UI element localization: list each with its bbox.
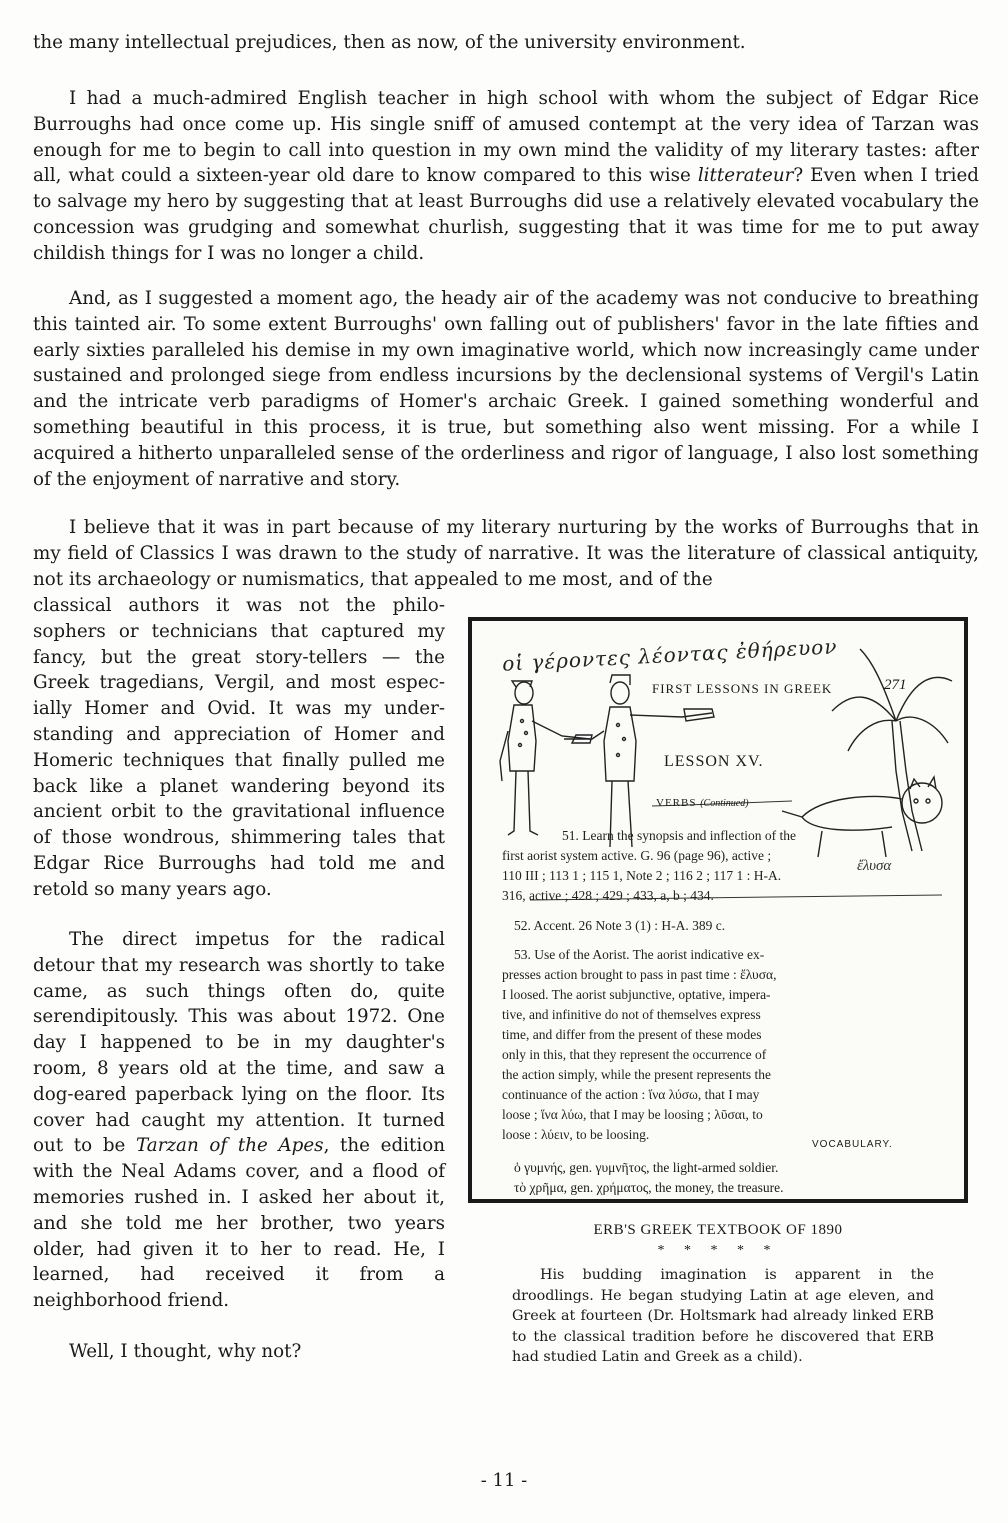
paragraph-text: Well, I thought, why not?	[69, 1341, 302, 1362]
verbs-continued: (Continued)	[700, 798, 749, 809]
text-line: loose : λύειν, to be loosing.	[502, 1127, 650, 1142]
section-52	[502, 916, 934, 936]
text-line: presses action brought to pass in past time : ἔλυσα,	[502, 967, 777, 982]
paragraph-text: classical authors it was not the philosophers or technicians that captured my fancy, but the great story-tellers — the Greek tragedians, Vergil, and most especially Homer and Ovid. It was my understanding and appreciation of Homer and Homeric techniques that finally pulled me back like a planet wandering beyond its ancient orbit to the gravitational influence of those wondrous, shimmering tales that Edgar Rice Burroughs had told me and retold so many years ago.	[33, 595, 445, 900]
paragraph-english-teacher	[33, 86, 979, 267]
paragraph-text: ? Even when I tried to salvage my hero by suggesting that at least Burroughs did use a relatively elevated vocabulary the concession was grudging and somewhat churlish, suggesting that it was time for me to put away childish things for I was no longer a child.	[33, 165, 979, 264]
page-number: - 11 -	[480, 1470, 528, 1491]
textbook-header: FIRST LESSONS IN GREEK	[652, 681, 833, 696]
paragraph-impetus	[33, 927, 445, 1314]
text-line: continuance of the action : ἵνα λύσω, that I may	[502, 1087, 760, 1102]
section-53	[502, 945, 934, 1145]
handwritten-greek: οἱ γέροντες λέοντας ἐθήρευον	[501, 634, 838, 676]
text-line: 52. Accent. 26 Note 3 (1) : H-A. 389 c.	[514, 918, 726, 933]
textbook-page-number: 271	[884, 677, 907, 693]
text-line: tive, and infinitive do not of themselves express	[502, 1007, 761, 1022]
paragraph-text: I had a much-admired English teacher in high school with whom the subject of Edgar Rice Burroughs had once come up. His single sniff of amused contempt at the very idea of Tarzan was enough for me to begin to call into question in my own mind the validity of my literary tastes: after all, what could a sixteen-year old dare to know compared to this wise	[33, 88, 979, 187]
paragraph-continuation	[33, 30, 979, 56]
textbook-figure	[468, 617, 968, 1203]
paragraph-text: , the edition with the Neal Adams cover, and a flood of memories rushed in. I asked her about it, and she told me her brother, two years older, had given it to her to read. He, I learned, had received it from a neighborhood friend.	[33, 1135, 445, 1312]
paragraph-academy	[33, 286, 979, 492]
paragraph-classics-column	[33, 593, 445, 903]
text-line: I loosed. The aorist subjunctive, optative, impera-	[502, 987, 771, 1002]
vocab-entry: ὁ γυμνής, gen. γυμνῆτος, the light-armed soldier.	[514, 1160, 779, 1175]
text-line: 51. Learn the synopsis and inflection of the	[562, 828, 796, 843]
soldier-doodle-left	[500, 681, 590, 835]
figure-caption-body: His budding imagination is apparent in the droodlings. He began studying Latin at age eleven, and Greek at fourteen (Dr. Holtsmark had already linked ERB to the classical tradition before he discovered that ERB had studied Latin and Greek as a child).	[512, 1267, 934, 1366]
paragraph-classics-intro	[33, 515, 979, 592]
text-line: 110 III ; 113 1 ; 115 1, Note 2 ; 116 2 ; 117 1 : H-A.	[502, 868, 782, 883]
paragraph-text: And, as I suggested a moment ago, the heady air of the academy was not conducive to breathing this tainted air. To some extent Burroughs' own falling out of publishers' favor in the late fifties and early sixties paralleled his demise in my own imaginative world, which now increasingly came under sustained and prolonged siege from endless incursions by the declensional systems of Vergil's Latin and the intricate verb paradigms of Homer's archaic Greek. I gained something wonderful and something beautiful in this process, it is true, but something also went missing. For a while I acquired a hitherto unparalleled sense of the orderliness and rigor of language, I also lost something of the enjoyment of narrative and story.	[33, 288, 979, 490]
vocabulary-heading: VOCABULARY.	[812, 1139, 893, 1150]
paragraph-text: I believe that it was in part because of my literary nurturing by the works of Burroughs that in my field of Classics I was drawn to the study of narrative. It was the literature of classical antiquity, not its archaeology or numismatics, that appealed to me most, and of the	[33, 517, 979, 590]
text-line: 316, active ; 428 ; 429 ; 433, a, b ; 434.	[502, 888, 714, 903]
caption-separator: * * * * *	[657, 1243, 779, 1258]
handwritten-aorist: ἔλυσα	[857, 858, 892, 874]
italic-title: Tarzan of the Apes	[136, 1135, 324, 1157]
figure-caption-title: ERB'S GREEK TEXTBOOK OF 1890	[593, 1222, 843, 1238]
text-line: loose ; ἵνα λύω, that I may be loosing ; λῦσαι, to	[502, 1107, 763, 1122]
text-line: first aorist system active. G. 96 (page 96), active ;	[502, 848, 772, 863]
text-line: time, and differ from the present of these modes	[502, 1027, 762, 1042]
text-line: the action simply, while the present represents the	[502, 1067, 772, 1082]
verbs-label: VERBS	[656, 797, 697, 809]
paragraph-text: the many intellectual prejudices, then as now, of the university environment.	[33, 32, 746, 53]
text-line: 53. Use of the Aorist. The aorist indicative ex-	[514, 947, 765, 962]
vocabulary-list	[514, 1158, 944, 1198]
paragraph-why-not	[33, 1339, 445, 1365]
vocab-entry: τὸ χρῆμα, gen. χρήματος, the money, the treasure.	[514, 1180, 784, 1195]
paragraph-text: The direct impetus for the radical detour that my research was shortly to take came, as such things often do, quite serendipitously. This was about 1972. One day I happened to be in my daughter's room, 8 years old at the time, and saw a dog-eared paperback lying on the floor. Its cover had caught my attention. It turned out to be	[33, 929, 445, 1157]
text-line: only in this, that they represent the occurrence of	[502, 1047, 767, 1062]
lesson-heading: LESSON XV.	[664, 753, 764, 770]
italic-term: litterateur	[697, 165, 794, 187]
verbs-subheading	[656, 797, 749, 809]
